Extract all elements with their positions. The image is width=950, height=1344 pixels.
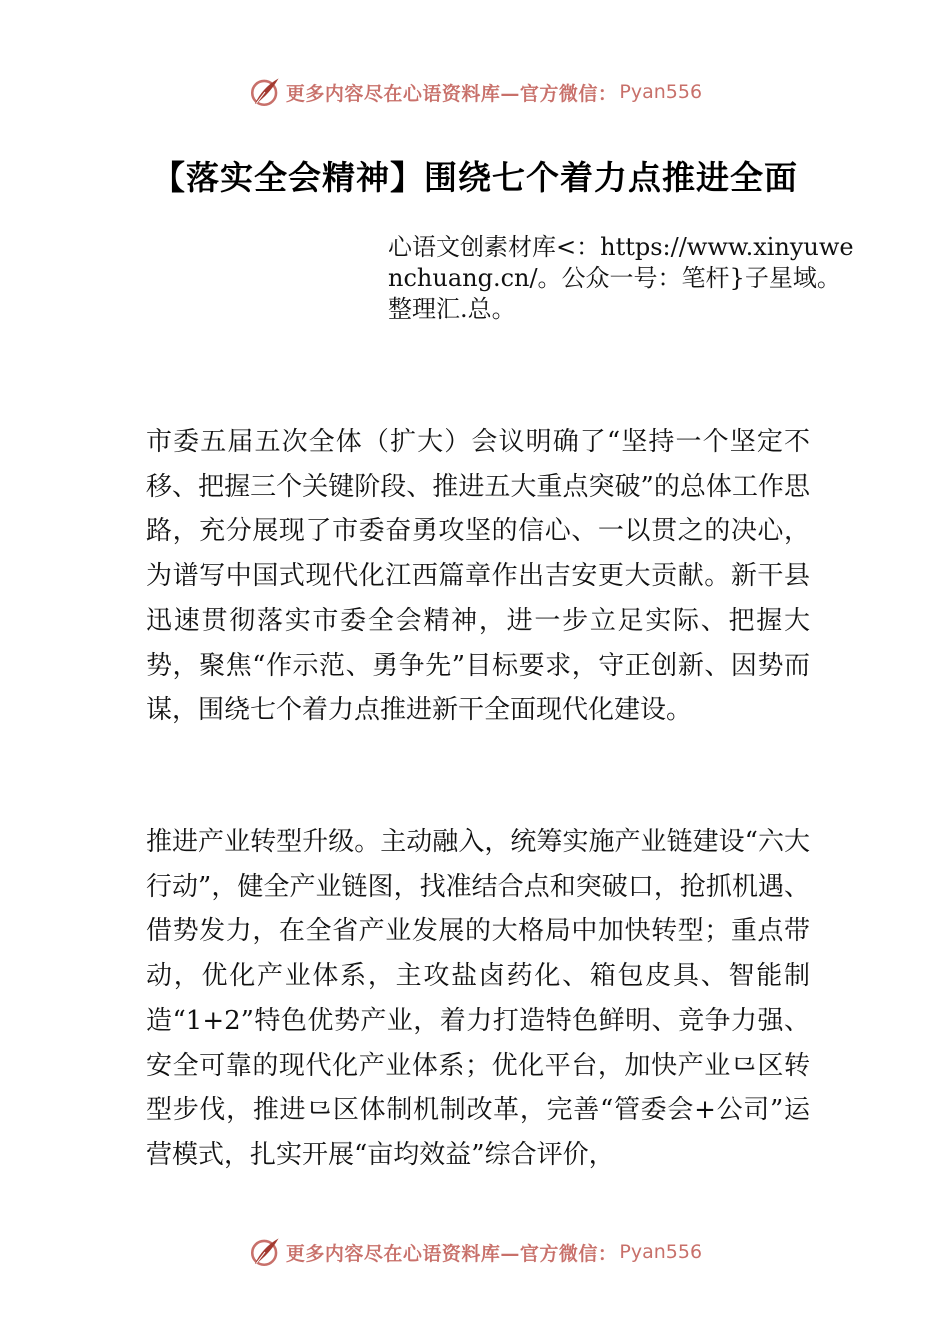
banner-wechat-id: Pyan556 [619,1241,703,1263]
source-note: 心语文创素材库<：https://www.xinyuwenchuang.cn/。公众一号：笔杆}子星域。整理汇.总。 [388,233,854,323]
quill-logo-icon [248,75,282,109]
header-banner [0,72,950,112]
document-title: 【落实全会精神】围绕七个着力点推进全面 [152,158,798,197]
paragraph-1: 市委五届五次全体（扩大）会议明确了“坚持一个坚定不移、把握三个关键阶段、推进五大重点突破”的总体工作思路，充分展现了市委奋勇攻坚的信心、一以贯之的决心，为谱写中国式现代化江西篇章作出吉安更大贡献。新干县迅速贯彻落实市委全会精神，进一步立足实际、把握大势，聚焦“作示范、勇争先”目标要求，守正创新、因势而谋，围绕七个着力点推进新干全面现代化建设。 [146,427,810,726]
banner-wechat-id: Pyan556 [619,81,703,103]
footer-banner [0,1232,950,1272]
quill-logo-icon [248,1235,282,1269]
banner-text: 更多内容尽在心语资料库—官方微信： [285,82,618,105]
banner-text: 更多内容尽在心语资料库—官方微信： [285,1242,618,1265]
paragraph-2: 推进产业转型升级。主动融入，统筹实施产业链建设“六大行动”，健全产业链图，找准结合点和突破口，抢抓机遇、借势发力，在全省产业发展的大格局中加快转型；重点带动，优化产业体系，主攻盐卤药化、箱包皮具、智能制造“1+2”特色优势产业，着力打造特色鲜明、竞争力强、安全可靠的现代化产业体系；优化平台，加快产业⺋区转型步伐，推进⺋区体制机制改革，完善“管委会+公司”运营模式，扎实开展“亩均效益”综合评价， [146,827,810,1170]
